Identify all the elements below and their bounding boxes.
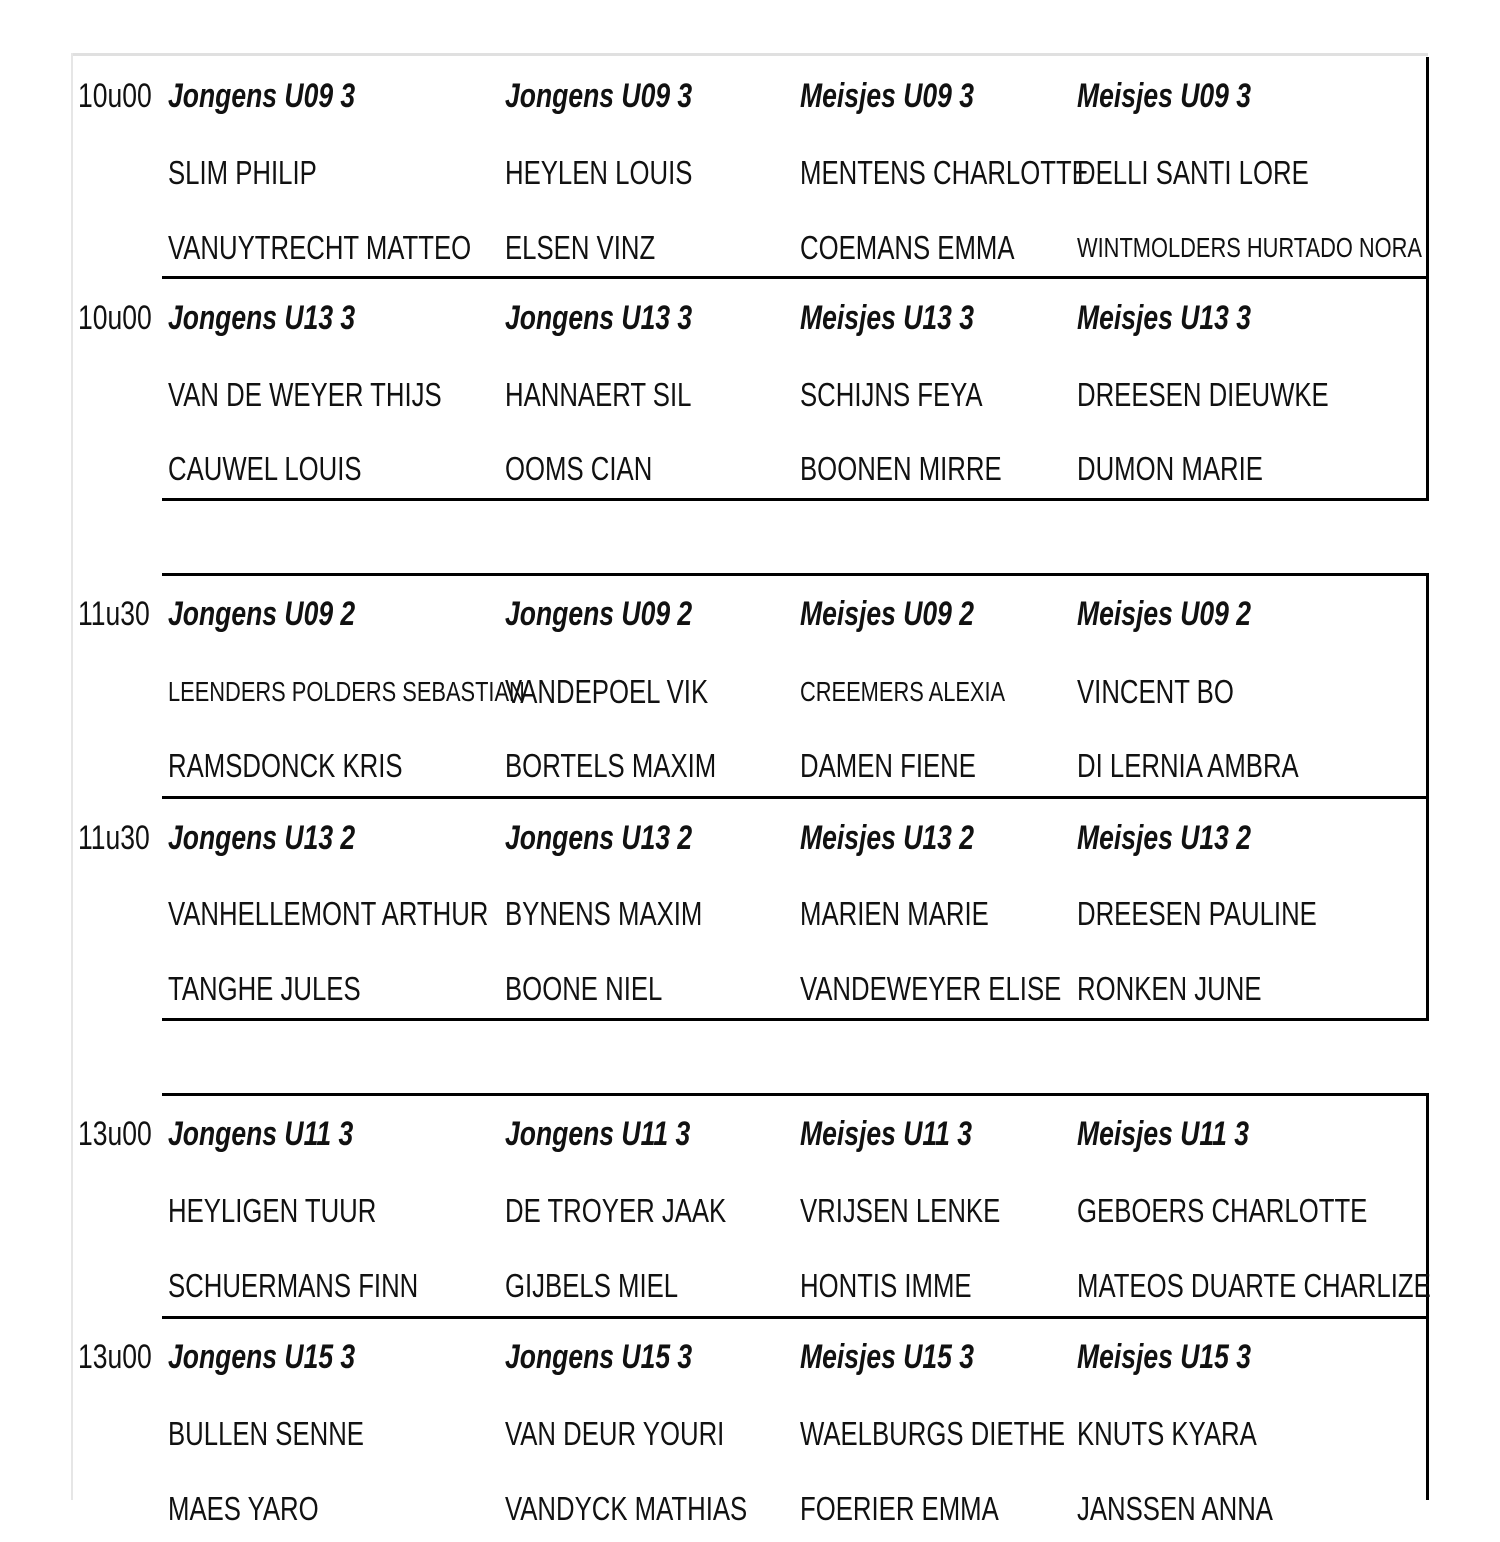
player-name: VANHELLEMONT ARTHUR: [168, 895, 489, 932]
player-name: WAELBURGS DIETHE: [800, 1415, 1066, 1452]
player-name: GEBOERS CHARLOTTE: [1077, 1192, 1368, 1229]
category-label: Jongens U11 3: [168, 1115, 354, 1153]
player-name: VAN DE WEYER THIJS: [168, 376, 442, 413]
player-name: BOONE NIEL: [505, 970, 663, 1007]
time-slot-block: [0, 1097, 1500, 1319]
time-slot-block: [0, 58, 1500, 280]
category-label: Meisjes U13 3: [1077, 299, 1251, 337]
group-2-top-border: [162, 573, 1429, 576]
category-label: Jongens U09 2: [505, 595, 693, 633]
category-label: Meisjes U09 3: [1077, 77, 1251, 115]
player-name: TANGHE JULES: [168, 970, 361, 1007]
player-name: SCHIJNS FEYA: [800, 376, 983, 413]
player-name: ELSEN VINZ: [505, 229, 656, 266]
player-name: HEYLIGEN TUUR: [168, 1192, 377, 1229]
player-name: MAES YARO: [168, 1490, 319, 1527]
player-name: HONTIS IMME: [800, 1267, 972, 1304]
player-name: BYNENS MAXIM: [505, 895, 703, 932]
category-label: Jongens U13 3: [168, 299, 356, 337]
category-label: Jongens U15 3: [168, 1338, 356, 1376]
slot-time: 13u00: [78, 1338, 152, 1376]
player-name: MENTENS CHARLOTTE: [800, 154, 1089, 191]
group-3-top-border: [162, 1093, 1429, 1096]
category-label: Meisjes U13 2: [1077, 819, 1251, 857]
category-label: Meisjes U11 3: [1077, 1115, 1250, 1153]
slot-time: 11u30: [78, 819, 150, 857]
category-label: Jongens U13 3: [505, 299, 693, 337]
player-name: LEENDERS POLDERS SEBASTIAN: [168, 676, 525, 707]
player-name: DREESEN PAULINE: [1077, 895, 1317, 932]
player-name: JANSSEN ANNA: [1077, 1490, 1273, 1527]
category-label: Jongens U13 2: [168, 819, 356, 857]
category-label: Jongens U13 2: [505, 819, 693, 857]
category-label: Meisjes U15 3: [800, 1338, 974, 1376]
player-name: WINTMOLDERS HURTADO NORA: [1077, 232, 1423, 263]
player-name: BORTELS MAXIM: [505, 747, 717, 784]
player-name: HANNAERT SIL: [505, 376, 692, 413]
player-name: VANUYTRECHT MATTEO: [168, 229, 472, 266]
category-label: Jongens U09 3: [505, 77, 693, 115]
category-label: Meisjes U13 3: [800, 299, 974, 337]
player-name: RONKEN JUNE: [1077, 970, 1262, 1007]
player-name: VRIJSEN LENKE: [800, 1192, 1001, 1229]
player-name: GIJBELS MIEL: [505, 1267, 679, 1304]
player-name: BOONEN MIRRE: [800, 450, 1002, 487]
category-label: Meisjes U11 3: [800, 1115, 973, 1153]
category-label: Meisjes U09 2: [800, 595, 974, 633]
player-name: HEYLEN LOUIS: [505, 154, 693, 191]
player-name: VAN DEUR YOURI: [505, 1415, 725, 1452]
category-label: Jongens U09 3: [168, 77, 356, 115]
category-label: Meisjes U15 3: [1077, 1338, 1251, 1376]
time-slot-block: [0, 1320, 1500, 1542]
player-name: DI LERNIA AMBRA: [1077, 747, 1299, 784]
player-name: DE TROYER JAAK: [505, 1192, 727, 1229]
player-name: DELLI SANTI LORE: [1077, 154, 1309, 191]
player-name: SLIM PHILIP: [168, 154, 317, 191]
slot-time: 10u00: [78, 77, 152, 115]
slot-time: 10u00: [78, 299, 152, 337]
player-name: VINCENT BO: [1077, 673, 1234, 710]
player-name: DAMEN FIENE: [800, 747, 976, 784]
page-frame-top: [71, 53, 1428, 56]
slot-time: 13u00: [78, 1115, 152, 1153]
player-name: DREESEN DIEUWKE: [1077, 376, 1329, 413]
time-slot-block: [0, 280, 1500, 502]
category-label: Meisjes U09 2: [1077, 595, 1251, 633]
category-label: Jongens U09 2: [168, 595, 356, 633]
player-name: VANDYCK MATHIAS: [505, 1490, 748, 1527]
category-label: Jongens U11 3: [505, 1115, 691, 1153]
player-name: MARIEN MARIE: [800, 895, 989, 932]
time-slot-block: [0, 800, 1500, 1022]
player-name: DUMON MARIE: [1077, 450, 1263, 487]
player-name: OOMS CIAN: [505, 450, 653, 487]
player-name: VANDEPOEL VIK: [505, 673, 709, 710]
player-name: KNUTS KYARA: [1077, 1415, 1257, 1452]
player-name: BULLEN SENNE: [168, 1415, 364, 1452]
category-label: Jongens U15 3: [505, 1338, 693, 1376]
time-slot-block: [0, 577, 1500, 799]
player-name: RAMSDONCK KRIS: [168, 747, 403, 784]
player-name: MATEOS DUARTE CHARLIZE: [1077, 1267, 1431, 1304]
player-name: CREEMERS ALEXIA: [800, 676, 1006, 707]
player-name: SCHUERMANS FINN: [168, 1267, 419, 1304]
category-label: Meisjes U09 3: [800, 77, 974, 115]
player-name: FOERIER EMMA: [800, 1490, 999, 1527]
player-name: VANDEWEYER ELISE: [800, 970, 1062, 1007]
category-label: Meisjes U13 2: [800, 819, 974, 857]
player-name: COEMANS EMMA: [800, 229, 1015, 266]
player-name: CAUWEL LOUIS: [168, 450, 362, 487]
slot-time: 11u30: [78, 595, 150, 633]
